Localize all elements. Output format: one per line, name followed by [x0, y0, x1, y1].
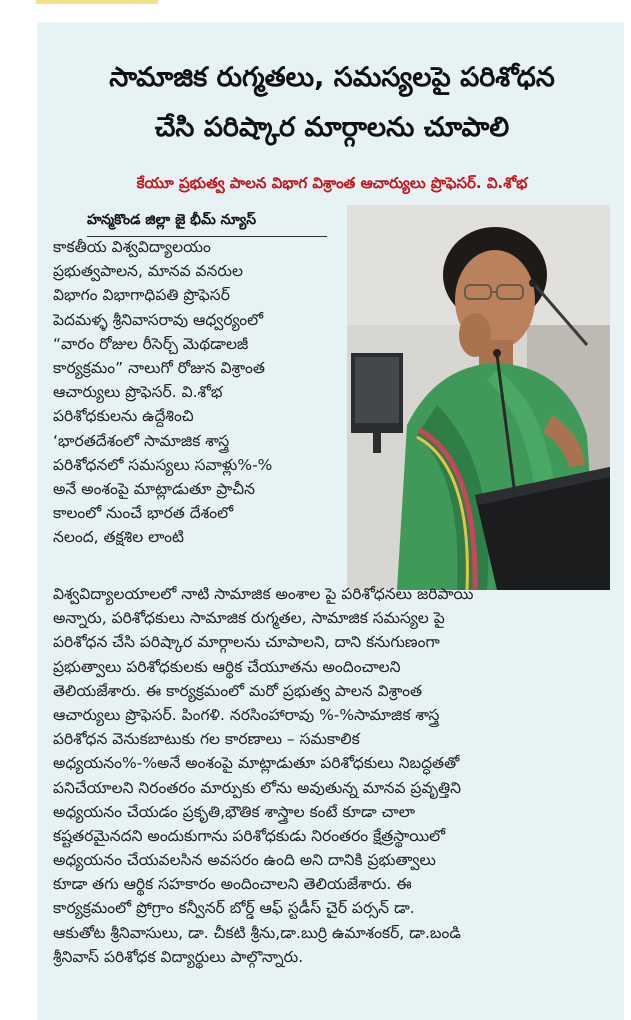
body-line: ఆచార్యులు ప్రొఫెసర్. వి.శోభ — [53, 383, 223, 402]
body-line: ఆచార్యులు ప్రొఫెసర్. పింగళి. నరసింహారావు %-%సామాజిక శాస్త్ర — [53, 705, 440, 724]
body-line: శ్రీనివాస్ పరిశోధక విద్యార్థులు పాల్గొన్నారు. — [53, 947, 304, 966]
body-line: పనిచేయాలని నిరంతరం మార్పుకు లోను అవుతున్న మానవ ప్రవృత్తిని — [53, 778, 461, 797]
body-line: పరిశోధన వెనుకబాటుకు గల కారణాలు – సమకాలిక — [53, 730, 360, 749]
body-line: అనే అంశంపై మాట్లాడుతూ ప్రాచీన — [53, 479, 256, 498]
body-line: కాకతీయ విశ్వవిద్యాలయం — [53, 238, 211, 256]
body-line: “వారం రోజుల రీసెర్చ్ మెథడాలజీ — [53, 334, 249, 353]
headline-line-2: చేసి పరిష్కార మార్గాలను చూపాలి — [154, 112, 510, 143]
speaker-photo — [347, 205, 610, 590]
headline-line-1: సామాజిక రుగ్మతలు, సమస్యలపై పరిశోధన — [109, 62, 555, 93]
body-line: కూడా తగు ఆర్థిక సహకారం అందించాలని తెలియజేశారు. ఈ — [53, 875, 412, 894]
body-line: ప్రభుత్వాలు పరిశోధకులకు ఆర్థిక చేయూతను అందించాలని — [53, 657, 401, 676]
body-line: అధ్యయనం%-%అనే అంశంపై మాట్లాడుతూ పరిశోధకులు నిబద్ధతతో — [53, 754, 460, 773]
body-line: కార్యక్రమం” నాలుగో రోజున విశ్రాంత — [53, 358, 265, 377]
body-line: అన్నారు, పరిశోధకులు సామాజిక రుగ్మతల, సామాజిక సమస్యల పై — [53, 609, 445, 628]
subheadline: కేయూ ప్రభుత్వ పాలన విభాగ విశ్రాంత ఆచార్యులు ప్రొఫెసర్. వి.శోభ — [136, 174, 528, 192]
body-line: పెదమళ్ళ శ్రీనివాసరావు ఆధ్వర్యంలో — [53, 310, 264, 329]
news-clipping-card — [37, 22, 624, 1020]
body-line: కార్యక్రమంలో ప్రోగ్రాం కన్వీనర్ బోర్డ్ ఆఫ్ స్టడీస్ చైర్ పర్సన్ డా. — [53, 899, 415, 918]
body-line: ‘భారతదేశంలో సామాజిక శాస్త్ర — [53, 431, 230, 450]
body-line: విశ్వవిద్యాలయాలలో నాటి సామాజిక అంశాల పై పరిశోధనలు జరిపాయి — [53, 585, 474, 603]
speaker-photo-illustration — [347, 205, 610, 590]
body-line: పరిశోధనలో సమస్యలు సవాళ్లు%-% — [53, 455, 273, 474]
top-accent-tab — [36, 0, 158, 4]
body-line: ఆకుతోట శ్రీనివాసులు, డా. చీకటి శ్రీను,డా.బుర్రి ఉమాశంకర్, డా.బండి — [53, 923, 461, 942]
body-line: విభాగం విభాగాధిపతి ప్రొఫెసర్ — [53, 286, 230, 305]
body-line: కష్టతరమైనదని అందుకుగాను పరిశోధకుడు నిరంతరం క్షేత్రస్థాయిలో — [53, 826, 446, 845]
body-line: పరిశోధకులను ఉద్దేశించి — [53, 407, 194, 426]
body-line: పరిశోధన చేసి పరిష్కార మార్గాలను చూపాలని, దాని కనుగుణంగా — [53, 633, 440, 652]
article-body-full-width — [53, 582, 613, 969]
body-line: ప్రభుత్వపాలన, మానవ వనరుల — [53, 262, 243, 281]
dateline: హన్మకొండ జిల్లా జై భీమ్ న్యూస్ — [87, 212, 327, 237]
body-line: నలంద, తక్షశిల లాంటి — [53, 528, 185, 547]
body-line: అధ్యయనం చేయవలసిన అవసరం ఉంది అని దానికి ప్రభుత్వాలు — [53, 851, 436, 870]
body-line: అధ్యయనం చేయడం ప్రకృతి,భౌతిక శాస్త్రాల కంటే కూడా చాలా — [53, 802, 415, 821]
body-line: తెలియజేశారు. ఈ కార్యక్రమంలో మరో ప్రభుత్వ పాలన విశ్రాంత — [53, 681, 423, 700]
body-line: కాలంలో నుంచే భారత దేశంలో — [53, 504, 234, 523]
article-body-column — [53, 235, 343, 549]
